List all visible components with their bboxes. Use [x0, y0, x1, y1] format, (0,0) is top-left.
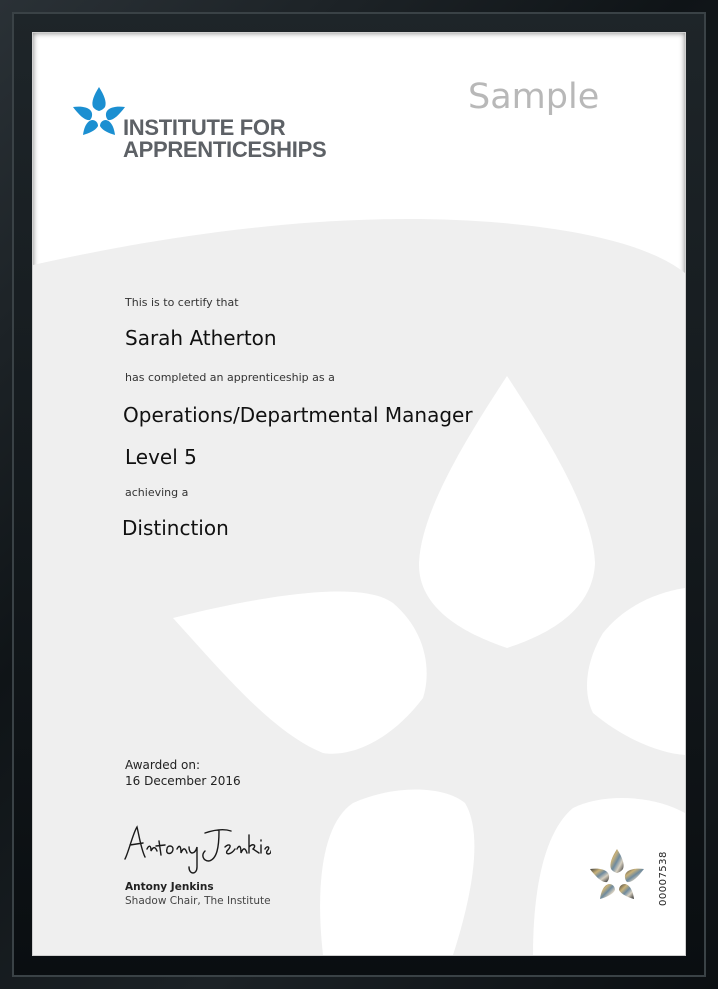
completed-text: has completed an apprenticeship as a: [125, 371, 335, 384]
logo-line-2: APPRENTICESHIPS: [123, 137, 327, 162]
recipient-name: Sarah Atherton: [125, 326, 277, 350]
hologram-star-icon: [586, 845, 648, 907]
signatory-name: Antony Jenkins: [125, 881, 214, 893]
logo-wordmark: [123, 117, 326, 161]
serial-number: 00007538: [658, 851, 669, 906]
intro-text: This is to certify that: [125, 296, 239, 309]
certificate-paper: [33, 33, 685, 955]
achieving-text: achieving a: [125, 486, 189, 499]
signatory-title: Shadow Chair, The Institute: [125, 895, 271, 907]
awarded-date: 16 December 2016: [125, 774, 241, 788]
awarded-label: Awarded on:: [125, 758, 201, 772]
grade: Distinction: [122, 516, 229, 540]
signature-image: [121, 821, 271, 877]
apprenticeship-title: Operations/Departmental Manager: [123, 403, 473, 427]
logo-line-1: INSTITUTE FOR: [123, 115, 286, 140]
apprenticeship-level: Level 5: [125, 445, 197, 469]
sample-watermark: Sample: [468, 77, 600, 117]
